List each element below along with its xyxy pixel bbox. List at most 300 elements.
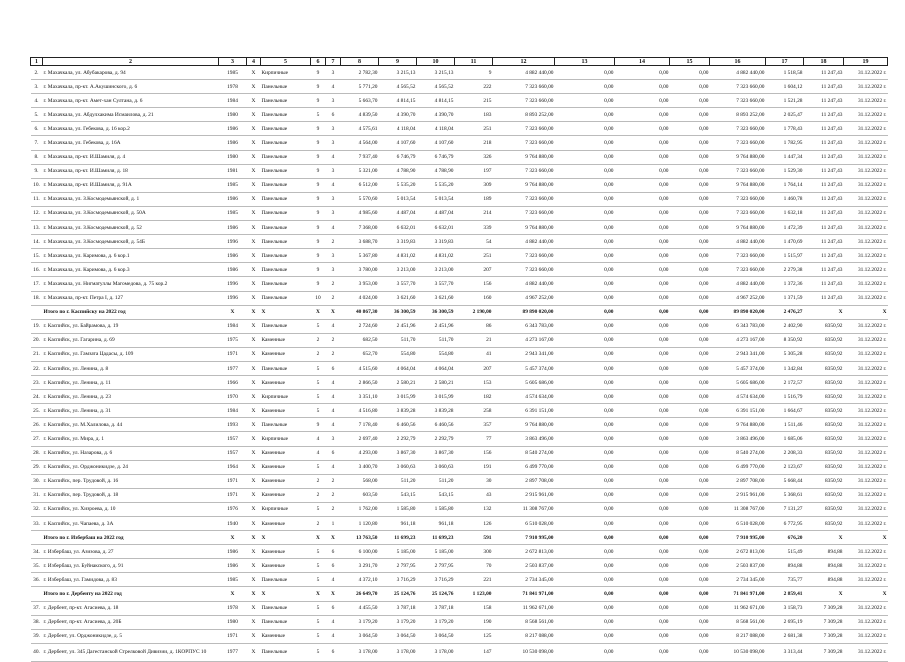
cell-col-7: 2	[326, 474, 341, 488]
cell-col-5: Панельные	[261, 263, 311, 277]
cell-col-3: 1986	[219, 122, 247, 136]
cell-col-15: 0,00	[670, 376, 710, 390]
cell-col-3: 1984	[219, 319, 247, 333]
cell-col-15: 0,00	[670, 66, 710, 80]
cell-col-7: 3	[326, 263, 341, 277]
cell-col-14: 0,00	[615, 587, 670, 601]
cell-col-18: 7 309,28	[804, 615, 844, 629]
cell-col-17: 1 529,30	[766, 164, 804, 178]
cell-col-5: Кирпичные	[261, 66, 311, 80]
cell-col-16: 11 962 671,00	[710, 601, 766, 615]
cell-col-1: 13.	[31, 221, 43, 235]
table-row	[31, 629, 888, 643]
cell-col-14: 0,00	[615, 488, 670, 502]
cell-col-15: 0,00	[670, 488, 710, 502]
cell-col-10: 6 460,56	[417, 418, 455, 432]
table-row	[31, 615, 888, 629]
cell-col-3: 1986	[219, 136, 247, 150]
table-row	[31, 517, 888, 531]
cell-col-6: 9	[311, 249, 326, 263]
cell-col-13: 0,00	[555, 136, 615, 150]
cell-col-9: 1 585,80	[379, 502, 417, 516]
cell-col-19: 31.12.2022 г.	[844, 432, 888, 446]
cell-col-6: 5	[311, 460, 326, 474]
cell-col-10: 2 292,79	[417, 432, 455, 446]
cell-col-9: 3 178,00	[379, 643, 417, 661]
cell-col-2: г. Каспийск, ул. Гагарина, д. 69	[43, 333, 219, 347]
cell-col-4: X	[247, 221, 261, 235]
cell-col-8: 3 179,20	[341, 615, 379, 629]
column-header-19: 19	[844, 58, 888, 66]
cell-col-14: 0,00	[615, 531, 670, 545]
cell-col-16: 7 910 995,00	[710, 531, 766, 545]
cell-col-6: 9	[311, 150, 326, 164]
cell-col-17: 1 778,43	[766, 122, 804, 136]
cell-col-2: г. Избербаш, ул. Гамидова, д. 83	[43, 573, 219, 587]
cell-col-14: 0,00	[615, 221, 670, 235]
cell-col-17: 1 632,18	[766, 206, 804, 220]
cell-col-3: 1957	[219, 432, 247, 446]
cell-col-7: 4	[326, 615, 341, 629]
cell-col-17: 2 859,41	[766, 587, 804, 601]
cell-col-9: 6 632,01	[379, 221, 417, 235]
cell-col-2: г. Махачкала, пр-кт. Амет-хан Султана, д. 6	[43, 94, 219, 108]
cell-col-15: 0,00	[670, 517, 710, 531]
table-row	[31, 347, 888, 361]
cell-col-16: 71 841 971,00	[710, 587, 766, 601]
cell-col-19: 31.12.2022 г.	[844, 474, 888, 488]
cell-col-8: 4 024,00	[341, 291, 379, 305]
table-row	[31, 94, 888, 108]
cell-col-3: X	[219, 587, 247, 601]
cell-col-6: 5	[311, 376, 326, 390]
cell-col-12: 4 882 440,00	[493, 66, 555, 80]
cell-col-19: 31.12.2022 г.	[844, 517, 888, 531]
cell-col-19: 31.12.2022 г.	[844, 333, 888, 347]
cell-col-13: 0,00	[555, 432, 615, 446]
cell-col-18: 8350,92	[804, 488, 844, 502]
cell-col-3: 1986	[219, 545, 247, 559]
cell-col-10: 961,18	[417, 517, 455, 531]
cell-col-2: г. Каспийск, ул. Ленина, д. 23	[43, 390, 219, 404]
cell-col-13: 0,00	[555, 587, 615, 601]
cell-col-7: 4	[326, 418, 341, 432]
cell-col-7: 2	[326, 488, 341, 502]
cell-col-5: Каменные	[261, 629, 311, 643]
cell-col-1: 33.	[31, 517, 43, 531]
cell-col-19: 31.12.2022 г.	[844, 643, 888, 661]
cell-col-16: 9 764 880,00	[710, 178, 766, 192]
cell-col-16: 2 672 813,00	[710, 545, 766, 559]
cell-col-5: Панельные	[261, 319, 311, 333]
cell-col-10: 5 535,20	[417, 178, 455, 192]
cell-col-3: X	[219, 305, 247, 319]
cell-col-12: 8 540 274,00	[493, 446, 555, 460]
cell-col-2: г. Махачкала, пр-кт. И.Шамиля, д. 18	[43, 164, 219, 178]
cell-col-17: 2 695,19	[766, 615, 804, 629]
cell-col-5: Каменные	[261, 446, 311, 460]
cell-col-7: 2	[326, 277, 341, 291]
cell-col-9: 4 831,02	[379, 249, 417, 263]
cell-col-16: 7 323 660,00	[710, 122, 766, 136]
cell-col-9: 6 460,56	[379, 418, 417, 432]
cell-col-19: 31.12.2022 г.	[844, 319, 888, 333]
cell-col-6: 5	[311, 573, 326, 587]
cell-col-4: X	[247, 319, 261, 333]
cell-col-15: 0,00	[670, 559, 710, 573]
cell-col-7: 3	[326, 192, 341, 206]
cell-col-7: 3	[326, 206, 341, 220]
cell-col-4: X	[247, 150, 261, 164]
cell-col-19: 31.12.2022 г.	[844, 460, 888, 474]
cell-col-7: X	[326, 305, 341, 319]
cell-col-18: 8350,92	[804, 446, 844, 460]
cell-col-18: 8350,92	[804, 347, 844, 361]
cell-col-6: 5	[311, 601, 326, 615]
table-row	[31, 221, 888, 235]
cell-col-19: 31.12.2022 г.	[844, 629, 888, 643]
cell-col-6: 2	[311, 347, 326, 361]
cell-col-6: X	[311, 587, 326, 601]
cell-col-1: 14.	[31, 235, 43, 249]
cell-col-4: X	[247, 347, 261, 361]
cell-col-6: 9	[311, 235, 326, 249]
cell-col-7: 3	[326, 66, 341, 80]
cell-col-11: 43	[455, 488, 493, 502]
cell-col-9: 2 451,96	[379, 319, 417, 333]
cell-col-9: 4 788,90	[379, 164, 417, 178]
cell-col-1: 31.	[31, 488, 43, 502]
cell-col-11: 214	[455, 206, 493, 220]
cell-col-19: 31.12.2022 г.	[844, 573, 888, 587]
cell-col-9: 4 487,04	[379, 206, 417, 220]
cell-col-18: 8350,92	[804, 333, 844, 347]
cell-col-2: г. Каспийск, ул. Назарова, д. 6	[43, 446, 219, 460]
cell-col-11: 9	[455, 66, 493, 80]
cell-col-15: 0,00	[670, 347, 710, 361]
cell-col-10: 3 621,60	[417, 291, 455, 305]
cell-col-18: 11 247,43	[804, 94, 844, 108]
cell-col-17: 5 668,44	[766, 474, 804, 488]
cell-col-11: 156	[455, 277, 493, 291]
cell-col-11: 147	[455, 643, 493, 661]
cell-col-12: 3 863 496,00	[493, 432, 555, 446]
cell-col-13: 0,00	[555, 488, 615, 502]
cell-col-2: г. Каспийск, ул. Ленина, д. 11	[43, 376, 219, 390]
cell-col-12: 6 343 783,00	[493, 319, 555, 333]
cell-col-6: 2	[311, 474, 326, 488]
cell-col-3: 1971	[219, 347, 247, 361]
cell-col-4: X	[247, 545, 261, 559]
cell-col-12: 7 323 660,00	[493, 192, 555, 206]
cell-col-19: 31.12.2022 г.	[844, 136, 888, 150]
table-row	[31, 333, 888, 347]
cell-col-3: 1957	[219, 446, 247, 460]
cell-col-1: 10.	[31, 178, 43, 192]
cell-col-18: X	[804, 587, 844, 601]
cell-col-16: 2 734 345,00	[710, 573, 766, 587]
cell-col-8: 2 782,30	[341, 66, 379, 80]
cell-col-7: 3	[326, 94, 341, 108]
cell-col-15: 0,00	[670, 446, 710, 460]
cell-col-12: 6 510 028,00	[493, 517, 555, 531]
cell-col-13: 0,00	[555, 573, 615, 587]
cell-col-11: 21	[455, 333, 493, 347]
cell-col-17: 7 131,27	[766, 502, 804, 516]
cell-col-14: 0,00	[615, 643, 670, 661]
cell-col-12: 9 764 880,00	[493, 221, 555, 235]
cell-col-10: 4 064,04	[417, 361, 455, 375]
table-row	[31, 136, 888, 150]
cell-col-17: 1 342,84	[766, 361, 804, 375]
cell-col-12: 2 943 341,00	[493, 347, 555, 361]
cell-col-16: 8 540 274,00	[710, 446, 766, 460]
cell-col-4: X	[247, 164, 261, 178]
cell-col-19: 31.12.2022 г.	[844, 559, 888, 573]
cell-col-3: 1985	[219, 206, 247, 220]
cell-col-7: 2	[326, 291, 341, 305]
cell-col-9: 511,20	[379, 474, 417, 488]
cell-col-6: 9	[311, 192, 326, 206]
cell-col-1: 27.	[31, 432, 43, 446]
cell-col-7: 1	[326, 517, 341, 531]
cell-col-1: 22.	[31, 361, 43, 375]
cell-col-10: 2 451,96	[417, 319, 455, 333]
cell-col-7: 4	[326, 376, 341, 390]
cell-col-8: 3 178,00	[341, 643, 379, 661]
cell-col-14: 0,00	[615, 446, 670, 460]
cell-col-13: 0,00	[555, 361, 615, 375]
cell-col-16: 11 308 767,00	[710, 502, 766, 516]
table-body	[31, 66, 888, 662]
cell-col-17: 1 472,39	[766, 221, 804, 235]
cell-col-19: 31.12.2022 г.	[844, 108, 888, 122]
table-row	[31, 573, 888, 587]
cell-col-19: 31.12.2022 г.	[844, 488, 888, 502]
cell-col-17: 1 664,67	[766, 404, 804, 418]
cell-col-3: 1940	[219, 517, 247, 531]
cell-col-12: 4 882 440,00	[493, 277, 555, 291]
cell-col-5: Панельные	[261, 418, 311, 432]
cell-col-15: 0,00	[670, 474, 710, 488]
cell-col-9: 543,15	[379, 488, 417, 502]
table-row	[31, 319, 888, 333]
cell-col-17: 2 402,90	[766, 319, 804, 333]
cell-col-8: 5 771,20	[341, 80, 379, 94]
cell-col-5: Панельные	[261, 206, 311, 220]
cell-col-10: 543,15	[417, 488, 455, 502]
cell-col-5: Панельные	[261, 277, 311, 291]
cell-col-13: 0,00	[555, 446, 615, 460]
cell-col-17: 1 516,79	[766, 390, 804, 404]
column-header-4: 4	[247, 58, 261, 66]
cell-col-19: X	[844, 587, 888, 601]
cell-col-5: X	[261, 531, 311, 545]
cell-col-14: 0,00	[615, 474, 670, 488]
cell-col-17: 1 515,97	[766, 249, 804, 263]
cell-col-7: 4	[326, 221, 341, 235]
cell-col-1: 3.	[31, 80, 43, 94]
table-row	[31, 66, 888, 80]
cell-col-9: 4 565,52	[379, 80, 417, 94]
cell-col-3: 1985	[219, 573, 247, 587]
cell-col-17: 2 279,38	[766, 263, 804, 277]
cell-col-10: 4 390,70	[417, 108, 455, 122]
cell-col-16: 4 882 440,00	[710, 66, 766, 80]
cell-col-12: 4 574 634,00	[493, 390, 555, 404]
cell-col-14: 0,00	[615, 629, 670, 643]
cell-col-13: 0,00	[555, 305, 615, 319]
cell-col-9: 25 124,76	[379, 587, 417, 601]
cell-col-7: 4	[326, 178, 341, 192]
cell-col-15: 0,00	[670, 136, 710, 150]
cell-col-1: 17.	[31, 277, 43, 291]
cell-col-11: 221	[455, 573, 493, 587]
table-row	[31, 432, 888, 446]
table-row	[31, 249, 888, 263]
cell-col-7: 4	[326, 573, 341, 587]
cell-col-13: 0,00	[555, 319, 615, 333]
cell-col-3: 1971	[219, 488, 247, 502]
cell-col-6: 9	[311, 206, 326, 220]
cell-col-18: 8350,92	[804, 361, 844, 375]
cell-col-10: 5 013,54	[417, 192, 455, 206]
cell-col-1: 30.	[31, 474, 43, 488]
cell-col-5: Панельные	[261, 221, 311, 235]
cell-col-13: 0,00	[555, 206, 615, 220]
cell-col-17: 1 470,69	[766, 235, 804, 249]
cell-col-3: 1996	[219, 277, 247, 291]
cell-col-16: 8 893 252,00	[710, 108, 766, 122]
cell-col-18: 8350,92	[804, 376, 844, 390]
cell-col-4: X	[247, 601, 261, 615]
cell-col-18: 11 247,43	[804, 136, 844, 150]
cell-col-14: 0,00	[615, 361, 670, 375]
table-row	[31, 277, 888, 291]
cell-col-6: 5	[311, 559, 326, 573]
cell-col-12: 6 391 151,00	[493, 404, 555, 418]
cell-col-12: 7 323 660,00	[493, 164, 555, 178]
cell-col-11: 126	[455, 517, 493, 531]
cell-col-4: X	[247, 432, 261, 446]
cell-col-6: 4	[311, 432, 326, 446]
cell-col-11: 207	[455, 263, 493, 277]
cell-col-16: 2 915 961,00	[710, 488, 766, 502]
cell-col-15: 0,00	[670, 643, 710, 661]
cell-col-9: 2 797,95	[379, 559, 417, 573]
cell-col-6: 9	[311, 80, 326, 94]
table-row	[31, 263, 888, 277]
cell-col-8: 3 688,70	[341, 235, 379, 249]
cell-col-10: 3 064,50	[417, 629, 455, 643]
cell-col-6: 9	[311, 178, 326, 192]
cell-col-16: 89 890 020,00	[710, 305, 766, 319]
cell-col-9: 11 699,23	[379, 531, 417, 545]
cell-col-14: 0,00	[615, 94, 670, 108]
cell-col-19: 31.12.2022 г.	[844, 404, 888, 418]
cell-col-10: 554,80	[417, 347, 455, 361]
cell-col-19: 31.12.2022 г.	[844, 615, 888, 629]
cell-col-7: 2	[326, 235, 341, 249]
cell-col-2: г. Махачкала, ул. З.Космодемьянской, д. 50А	[43, 206, 219, 220]
cell-col-9: 3 064,50	[379, 629, 417, 643]
cell-col-5: Панельные	[261, 615, 311, 629]
cell-col-11: 183	[455, 108, 493, 122]
cell-col-18: 8350,92	[804, 474, 844, 488]
cell-col-16: 7 323 660,00	[710, 164, 766, 178]
cell-col-13: 0,00	[555, 390, 615, 404]
cell-col-16: 7 323 660,00	[710, 263, 766, 277]
cell-col-6: 9	[311, 122, 326, 136]
cell-col-12: 7 323 660,00	[493, 136, 555, 150]
cell-col-8: 40 867,30	[341, 305, 379, 319]
cell-col-5: X	[261, 587, 311, 601]
cell-col-6: 5	[311, 390, 326, 404]
cell-col-13: 0,00	[555, 376, 615, 390]
cell-col-5: Панельные	[261, 164, 311, 178]
cell-col-2: г. Избербаш, ул. Буйнакского, д. 91	[43, 559, 219, 573]
cell-col-5: Каменные	[261, 559, 311, 573]
cell-col-5: Каменные	[261, 545, 311, 559]
cell-col-5: Панельные	[261, 291, 311, 305]
cell-col-5: Панельные	[261, 361, 311, 375]
cell-col-9: 3 787,18	[379, 601, 417, 615]
cell-col-15: 0,00	[670, 122, 710, 136]
cell-col-3: 1966	[219, 376, 247, 390]
cell-col-2: г. Каспийск, ул. Мира, д. 1	[43, 432, 219, 446]
cell-col-8: 5 367,80	[341, 249, 379, 263]
cell-col-19: 31.12.2022 г.	[844, 263, 888, 277]
cell-col-7: 4	[326, 404, 341, 418]
cell-col-2: г. Махачкала, ул. Каримова, д. 6 кор.1	[43, 249, 219, 263]
cell-col-12: 2 915 961,00	[493, 488, 555, 502]
column-header-9: 9	[379, 58, 417, 66]
cell-col-17: 1 782,95	[766, 136, 804, 150]
cell-col-11: 251	[455, 249, 493, 263]
cell-col-2: г. Махачкала, ул. Нигматуллы Магомедова, д. 75 кор.2	[43, 277, 219, 291]
cell-col-1: 2.	[31, 66, 43, 80]
cell-col-13: 0,00	[555, 80, 615, 94]
cell-col-9: 511,70	[379, 333, 417, 347]
cell-col-9: 3 557,70	[379, 277, 417, 291]
cell-col-15: 0,00	[670, 249, 710, 263]
cell-col-6: 5	[311, 404, 326, 418]
cell-col-4: X	[247, 249, 261, 263]
cell-col-5: Каменные	[261, 404, 311, 418]
cell-col-6: 9	[311, 66, 326, 80]
cell-col-3: 1985	[219, 66, 247, 80]
cell-col-12: 2 734 345,00	[493, 573, 555, 587]
cell-col-18: 11 247,43	[804, 192, 844, 206]
cell-col-16: 7 323 660,00	[710, 206, 766, 220]
cell-col-2: г. Избербаш, ул. Азизова, д. 27	[43, 545, 219, 559]
table-row	[31, 404, 888, 418]
cell-col-9: 5 013,54	[379, 192, 417, 206]
cell-col-10: 3 060,63	[417, 460, 455, 474]
cell-col-8: 2 697,40	[341, 432, 379, 446]
cell-col-19: X	[844, 305, 888, 319]
cell-col-3: X	[219, 531, 247, 545]
cell-col-10: 6 746,79	[417, 150, 455, 164]
cell-col-12: 7 323 660,00	[493, 263, 555, 277]
cell-col-5: Панельные	[261, 235, 311, 249]
cell-col-13: 0,00	[555, 545, 615, 559]
cell-col-2: г. Каспийск, ул. Гамзата Цадасы, д. 109	[43, 347, 219, 361]
cell-col-14: 0,00	[615, 80, 670, 94]
cell-col-15: 0,00	[670, 277, 710, 291]
cell-col-4: X	[247, 629, 261, 643]
cell-col-15: 0,00	[670, 432, 710, 446]
